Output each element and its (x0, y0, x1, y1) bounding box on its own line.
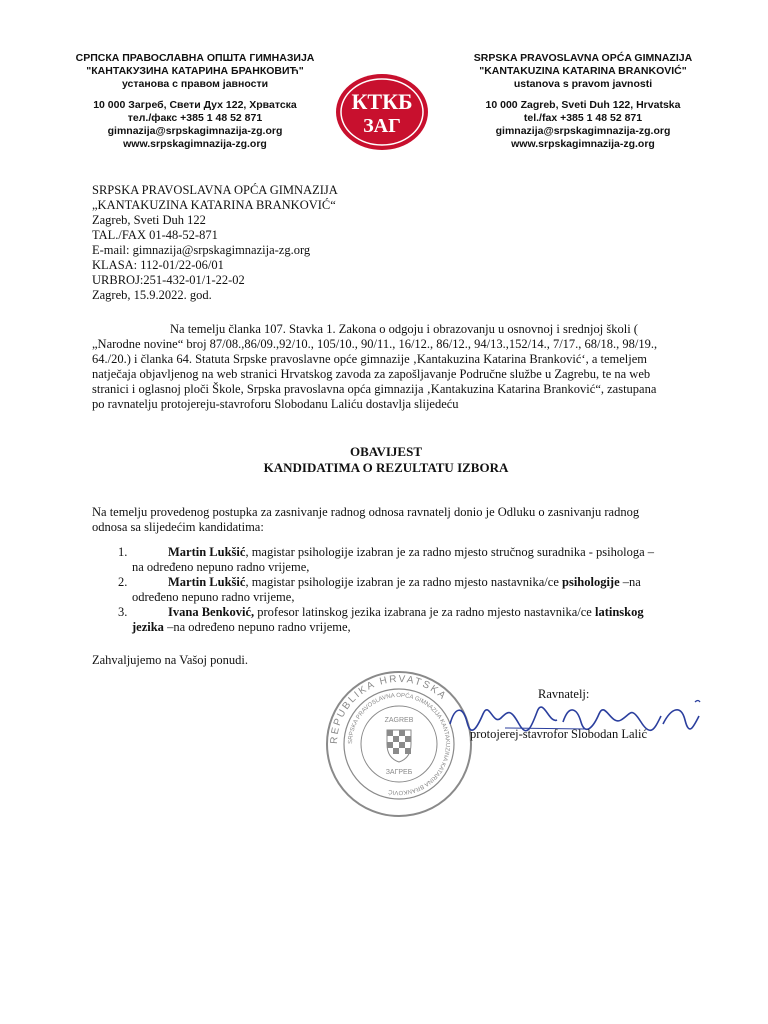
body-line: Na temelju provedenog postupka za zasnivanje radnog odnosa ravnatelj donio je Odluku o zasnivanju radnog (92, 505, 640, 519)
intro-line: 64./20.) i članka 64. Statuta Srpske pravoslavne opće gimnazije ‚Kantakuzina Katarina Branković‘, a temeljem (92, 352, 648, 366)
subject-name: latinskog (594, 605, 644, 619)
candidate-detail: na određeno nepuno radno vrijeme, (132, 560, 310, 574)
school-address-latin: 10 000 Zagreb, Sveti Duh 122, Hrvatska (485, 99, 681, 111)
candidate-detail: određeno nepuno radno vrijeme, (132, 590, 295, 604)
subject-name: jezika (132, 620, 164, 634)
closing-line: Zahvaljujemo na Vašoj ponudi. (92, 653, 248, 667)
notice-title: OBAVIJEST (349, 444, 422, 459)
candidate-detail: –na određeno nepuno radno vrijeme, (163, 620, 351, 634)
logo-text-top: КТКБ (351, 89, 413, 114)
item-number: 2. (118, 575, 128, 589)
candidate-name: Ivana Benković, (168, 605, 255, 619)
address-line: TAL./FAX 01-48-52-871 (92, 228, 218, 242)
stamp-outer-text: REPUBLIKA HRVATSKA (328, 673, 449, 745)
intro-paragraph (92, 322, 680, 412)
item-number: 3. (118, 605, 128, 619)
school-address-cyrillic: 10 000 Загреб, Свети Дух 122, Хрватска (93, 99, 297, 111)
school-name-latin: SRPSKA PRAVOSLAVNA OPĆA GIMNAZIJA (473, 52, 693, 64)
body-line: odnosa sa slijedećim kandidatima: (92, 520, 264, 534)
school-status-latin: ustanova s pravom javnosti (513, 78, 653, 90)
subject-name: psihologije (562, 575, 620, 589)
candidate-item: 1. Martin Lukšić, magistar psihologije izabran je za radno mjesto stručnog suradnika - psihologa – na određeno nepuno radno vrijeme, (92, 545, 672, 575)
school-subtitle-cyrillic: "КАНТАКУЗИНА КАТАРИНА БРАНКОВИЋ" (86, 65, 304, 77)
klasa-line: KLASA: 112-01/22-06/01 (92, 258, 224, 272)
signer-name: protojerej-stavrofor Slobodan Lalić (470, 727, 648, 741)
decision-paragraph (92, 505, 672, 535)
date-line: Zagreb, 15.9.2022. god. (92, 288, 212, 302)
school-status-cyrillic: установа с правом јавности (121, 78, 269, 90)
candidate-name: Martin Lukšić (168, 545, 246, 559)
intro-line: stranici i oglasnoj ploči Škole, Srpska pravoslavna opća gimnazija ‚Kantakuzina Katarina Branković“, zastupana (92, 382, 657, 396)
header-left (60, 52, 330, 151)
logo-text-bottom: ЗАГ (363, 115, 401, 137)
candidate-list (92, 545, 672, 635)
urbroj-line: URBROJ:251-432-01/1-22-02 (92, 273, 245, 287)
stamp-city-cyr-text: ЗАГРЕБ (385, 769, 413, 776)
school-phone-latin: tel./fax +385 1 48 52 871 (523, 112, 643, 124)
address-line: „KANTAKUZINA KATARINA BRANKOVIĆ“ (92, 198, 336, 212)
signature-title: Ravnatelj: (538, 687, 590, 701)
intro-line: Na temelju članka 107. Stavka 1. Zakona o odgoju i obrazovanju u osnovnoj i srednjoj školi ( (170, 322, 638, 336)
candidate-name: Martin Lukšić (168, 575, 246, 589)
school-monogram-logo (334, 72, 430, 152)
intro-line: „Narodne novine“ broj 87/08.,86/09.,92/10., 105/10., 90/11., 16/12., 86/12., 94/13.,152/14., 7/17., 68/18., 98/19., (92, 337, 658, 351)
intro-line: po ravnatelju protojereju-stavroforu Slobodanu Laliću dostavlja slijedeću (92, 397, 459, 411)
school-website-left: www.srpskagimnazija-zg.org (123, 138, 267, 150)
stamp-city-text: ZAGREB (384, 717, 414, 724)
official-stamp (325, 670, 473, 818)
item-number: 1. (118, 545, 128, 559)
notice-subtitle: KANDIDATIMA O REZULTATU IZBORA (263, 460, 509, 475)
candidate-item: 3. Ivana Benković, profesor latinskog jezika izabrana je za radno mjesto nastavnika/ce latinskog jezika –na određeno nepuno radno vrijeme, (118, 605, 644, 634)
candidate-item: 2. Martin Lukšić, magistar psihologije izabran je za radno mjesto nastavnika/ce psihologije –na određeno nepuno radno vrijeme, (92, 575, 672, 605)
address-line: Zagreb, Sveti Duh 122 (92, 213, 206, 227)
coat-of-arms-icon (387, 730, 411, 762)
school-name-cyrillic: СРПСКА ПРАВОСЛАВНА ОПШТА ГИМНАЗИЈА (75, 52, 315, 64)
stamp-inner-text: SRPSKA PRAVOSLAVNA OPĆA GIMNAZIJA KANTAKUZINA KATARINA BRANKOVIĆ (347, 692, 451, 796)
school-subtitle-latin: "KANTAKUZINA KATARINA BRANKOVIĆ" (479, 65, 687, 77)
address-line: E-mail: gimnazija@srpskagimnazija-zg.org (92, 243, 311, 257)
address-line: SRPSKA PRAVOSLAVNA OPĆA GIMNAZIJA (92, 183, 338, 197)
intro-line: natječaja objavljenog na web stranici Hrvatskog zavoda za zapošljavanje Područne službe u Zagrebu, te na web (92, 367, 651, 381)
school-phone-cyrillic: тел./факс +385 1 48 52 871 (127, 112, 263, 124)
school-website-right: www.srpskagimnazija-zg.org (511, 138, 655, 150)
school-email-right: gimnazija@srpskagimnazija-zg.org (495, 125, 671, 137)
sender-address-block (92, 183, 338, 303)
school-email-left: gimnazija@srpskagimnazija-zg.org (107, 125, 283, 137)
header-right (448, 52, 718, 151)
